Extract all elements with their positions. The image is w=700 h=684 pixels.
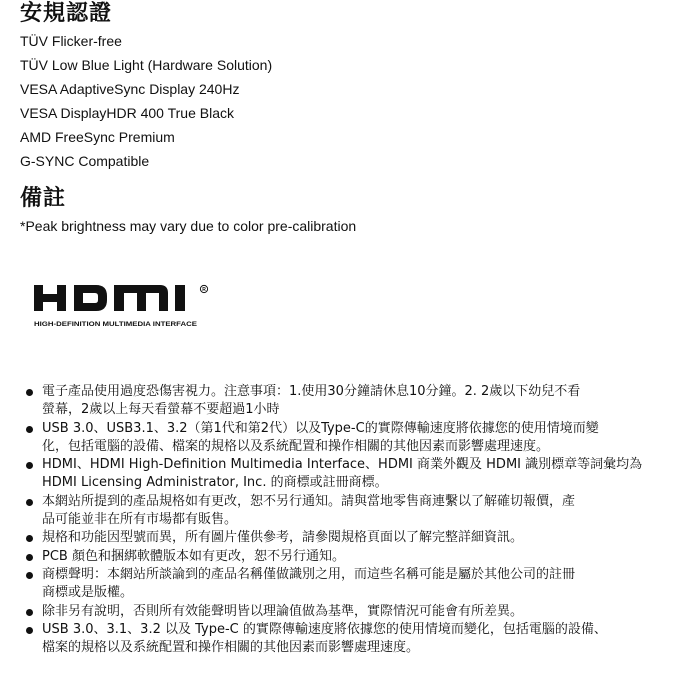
disclaimer-text: USB 3.0、USB3.1、3.2（第1代和第2代）以及Type-C的實際傳輸速度將依據您的使用情境而變 bbox=[42, 420, 599, 436]
disclaimer-text: 檔案的規格以及系統配置和操作相關的其他因素而影響處理速度。 bbox=[42, 640, 420, 656]
disclaimer-text: HDMI Licensing Administrator, Inc. 的商標或註冊商標。 bbox=[42, 475, 388, 491]
disclaimer-item bbox=[24, 456, 700, 493]
peak-brightness-note: *Peak brightness may vary due to color pre-calibration bbox=[20, 218, 357, 234]
bullet-dot bbox=[26, 426, 33, 433]
svg-text:R: R bbox=[202, 287, 206, 293]
disclaimer-item bbox=[24, 548, 700, 566]
disclaimer-list bbox=[24, 383, 700, 657]
hdmi-tagline: HIGH-DEFINITION MULTIMEDIA INTERFACE bbox=[34, 321, 198, 328]
disclaimer-text: 商標聲明：本網站所談論到的產品名稱僅做識別之用，而這些名稱可能是屬於其他公司的註冊 bbox=[42, 566, 576, 582]
disclaimer-text: 除非另有說明，否則所有效能聲明皆以理論值做為基準，實際情況可能會有所差異。 bbox=[42, 603, 524, 619]
bullet-dot bbox=[26, 609, 33, 616]
disclaimer-text: HDMI、HDMI High-Definition Multimedia Interface、HDMI 商業外觀及 HDMI 識別標章等詞彙均為 bbox=[42, 457, 643, 473]
disclaimer-text: 商標或是版權。 bbox=[42, 585, 134, 601]
disclaimer-text: 螢幕，2歲以上每天看螢幕不要超過1小時 bbox=[42, 402, 280, 418]
bullet-dot bbox=[26, 572, 33, 579]
bullet-dot bbox=[26, 535, 33, 542]
certification-item: TÜV Flicker-free bbox=[20, 33, 122, 49]
bullet-dot bbox=[26, 627, 33, 634]
hdmi-wordmark bbox=[34, 285, 185, 311]
disclaimer-text: 規格和功能因型號而異，所有圖片僅供參考，請參閱規格頁面以了解完整詳細資訊。 bbox=[42, 530, 524, 546]
certifications-list bbox=[20, 29, 272, 173]
bullet-dot bbox=[26, 389, 33, 396]
registered-mark bbox=[200, 285, 207, 293]
certification-item: VESA DisplayHDR 400 True Black bbox=[20, 105, 234, 121]
certification-item: AMD FreeSync Premium bbox=[20, 129, 175, 145]
hdmi-logo bbox=[34, 284, 212, 330]
disclaimer-item bbox=[24, 383, 700, 420]
disclaimer-text: USB 3.0、3.1、3.2 以及 Type-C 的實際傳輸速度將依據您的使用情境而變化，包括電腦的設備、 bbox=[42, 621, 607, 637]
disclaimer-text: 本網站所提到的產品規格如有更改，恕不另行通知。請與當地零售商連繫以了解確切報價，產 bbox=[42, 493, 576, 509]
disclaimer-item bbox=[24, 493, 700, 530]
certification-item: VESA AdaptiveSync Display 240Hz bbox=[20, 81, 240, 97]
bullet-dot bbox=[26, 462, 33, 469]
disclaimer-item bbox=[24, 621, 700, 658]
certification-item: G-SYNC Compatible bbox=[20, 153, 150, 169]
certifications-heading: 安規認證 bbox=[20, 1, 113, 26]
disclaimer-item bbox=[24, 420, 700, 457]
certification-item: TÜV Low Blue Light (Hardware Solution) bbox=[20, 57, 273, 73]
bullet-dot bbox=[26, 499, 33, 506]
disclaimer-item bbox=[24, 603, 700, 621]
bullet-dot bbox=[26, 554, 33, 561]
disclaimer-text: 電子產品使用過度恐傷害視力。注意事項：1.使用30分鐘請休息10分鐘。2. 2歲以下幼兒不看 bbox=[42, 384, 581, 399]
disclaimer-text: 品可能並非在所有市場都有販售。 bbox=[42, 512, 238, 528]
disclaimer-item bbox=[24, 529, 700, 547]
disclaimer-item bbox=[24, 566, 700, 603]
disclaimer-text: PCB 顏色和捆綁軟體版本如有更改，恕不另行通知。 bbox=[42, 548, 345, 564]
disclaimer-text: 化，包括電腦的設備、檔案的規格以及系統配置和操作相關的其他因素而影響處理速度。 bbox=[42, 438, 550, 454]
notes-heading: 備註 bbox=[20, 186, 67, 211]
